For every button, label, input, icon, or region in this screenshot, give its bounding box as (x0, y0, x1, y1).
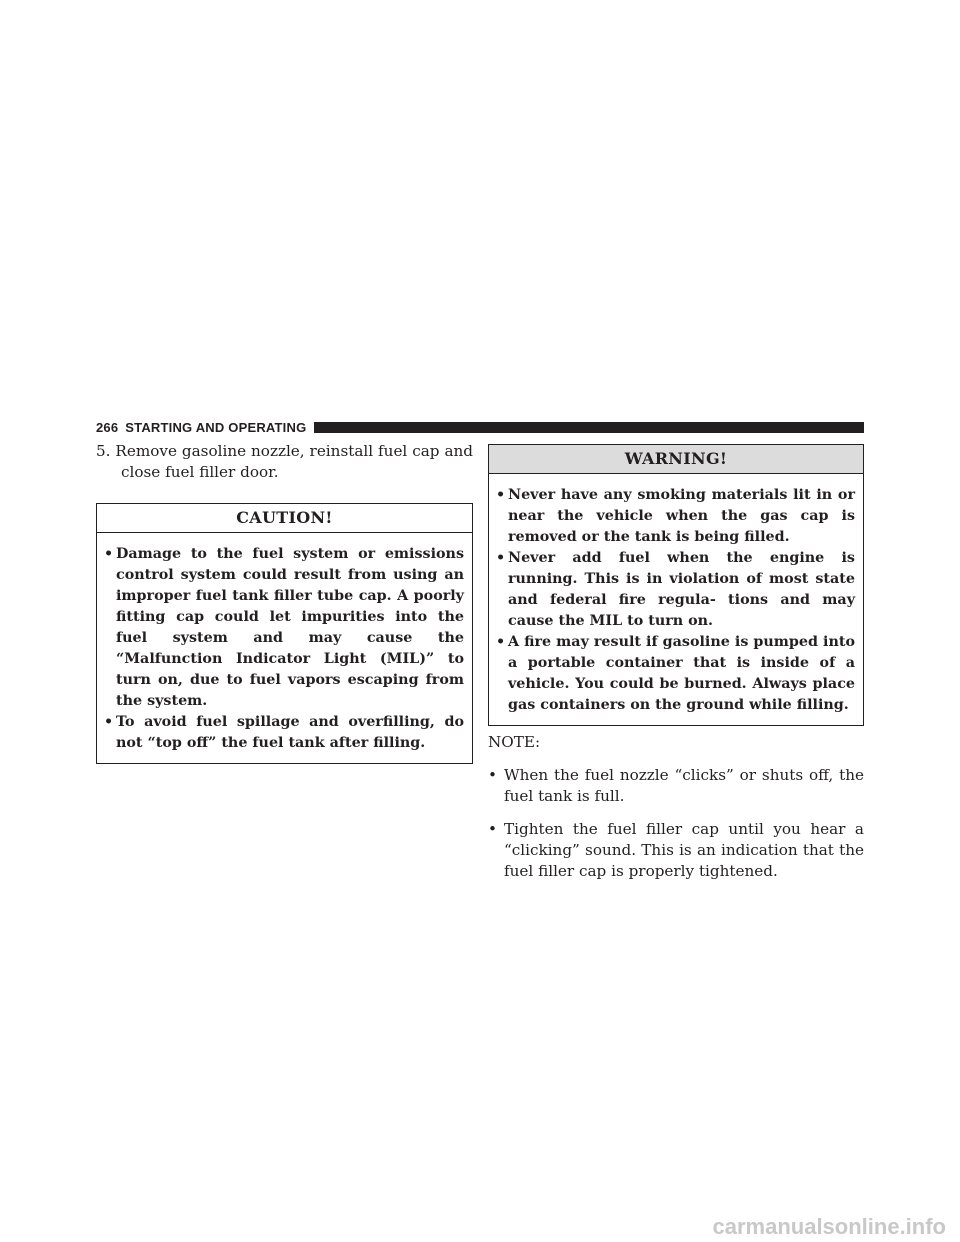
page-header (96, 419, 864, 435)
note-item (488, 765, 864, 807)
note-item (488, 819, 864, 882)
warning-item-text: Never have any smoking materials lit in or near the vehicle when the gas cap is removed or the tank is being filled. (508, 487, 855, 545)
warning-box (488, 444, 864, 726)
warning-body (489, 474, 863, 725)
caution-title: CAUTION! (97, 504, 472, 533)
warning-item (496, 485, 855, 548)
warning-item-text: Never add fuel when the engine is running. This is in violation of most state and federal fire regula- tions and may cause the MIL to turn on. (508, 550, 855, 629)
caution-item (104, 544, 464, 712)
caution-item-text: Damage to the fuel system or emissions control system could result from using an improper fuel tank filler tube cap. A poorly fitting cap could let impurities into the fuel system and may cause the “Malfunction Indicator Light (MIL)” to turn on, due to fuel vapors escaping from the system. (116, 546, 464, 709)
warning-item (496, 548, 855, 632)
bullet-icon: • (496, 550, 506, 566)
right-column (488, 444, 864, 882)
caution-item-text: To avoid fuel spillage and overfilling, do not “top off” the fuel tank after filling. (116, 714, 464, 751)
bullet-icon: • (488, 820, 497, 838)
left-column (96, 441, 473, 764)
note-item-text: Tighten the fuel filler cap until you hear a “clicking” sound. This is an indication that the fuel filler cap is properly tightened. (504, 820, 864, 880)
note-item-text: When the fuel nozzle “clicks” or shuts off, the fuel tank is full. (504, 766, 864, 805)
step-5: 5. Remove gasoline nozzle, reinstall fuel cap and close fuel filler door. (96, 442, 473, 481)
caution-body (97, 533, 472, 763)
warning-item (496, 632, 855, 716)
page-number: 266 (96, 419, 119, 435)
bullet-icon: • (488, 766, 497, 784)
watermark: carmanualsonline.info (712, 1214, 946, 1239)
caution-item (104, 712, 464, 754)
note-title: NOTE: (488, 733, 541, 751)
warning-title: WARNING! (489, 445, 863, 474)
warning-item-text: A fire may result if gasoline is pumped into a portable container that is inside of a vehicle. You could be burned. Always place gas containers on the ground while filling. (508, 634, 855, 713)
bullet-icon: • (496, 487, 506, 503)
header-rule (314, 422, 864, 433)
bullet-icon: • (104, 714, 114, 730)
caution-box (96, 503, 473, 764)
section-title: STARTING AND OPERATING (125, 419, 307, 435)
bullet-icon: • (496, 634, 506, 650)
bullet-icon: • (104, 546, 114, 562)
